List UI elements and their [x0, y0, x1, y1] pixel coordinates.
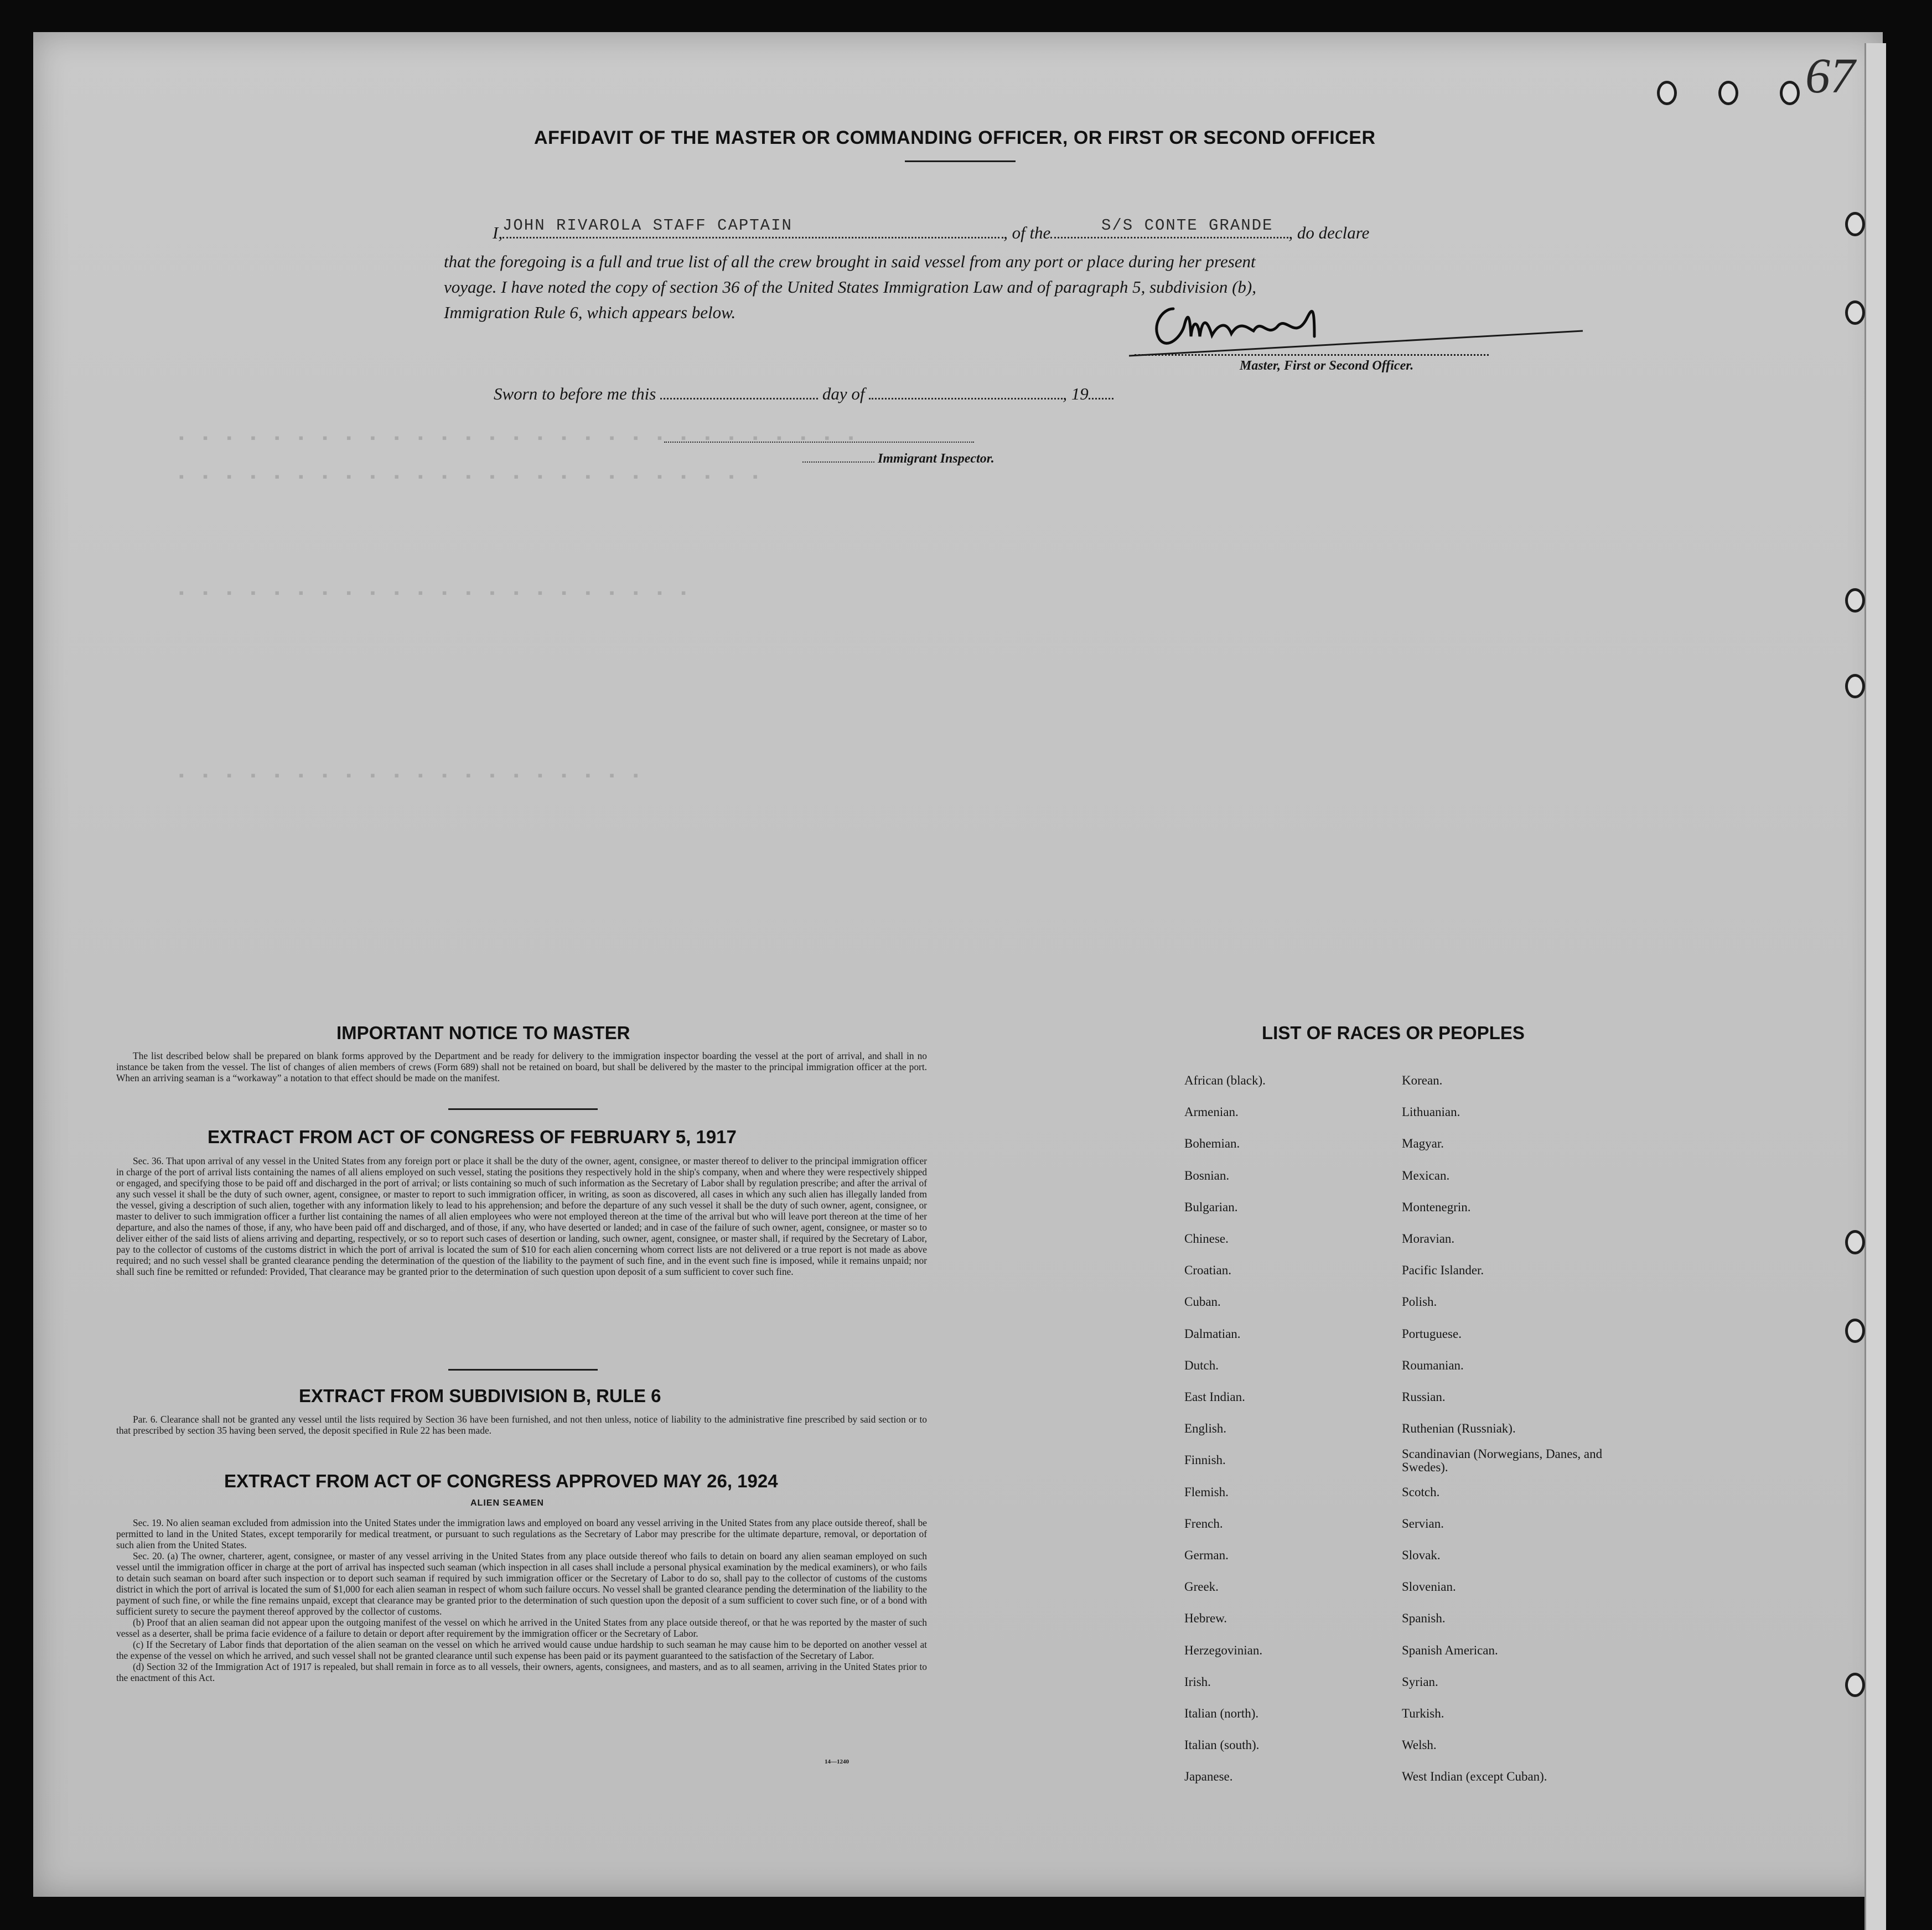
- race-item: Herzegovinian.: [1184, 1643, 1263, 1657]
- race-item: Greek.: [1184, 1580, 1219, 1594]
- race-item: Dutch.: [1184, 1358, 1219, 1372]
- race-item: Moravian.: [1402, 1232, 1455, 1246]
- race-item: Scotch.: [1402, 1485, 1440, 1499]
- race-item: Japanese.: [1184, 1770, 1233, 1784]
- vessel-name-field[interactable]: [1050, 237, 1288, 238]
- race-item: Armenian.: [1184, 1105, 1239, 1119]
- affidavit-suffix: , do declare: [1288, 223, 1370, 242]
- punch-hole-icon: [1845, 300, 1865, 325]
- race-item: Turkish.: [1402, 1706, 1444, 1720]
- rule6-text: [116, 1414, 927, 1436]
- corner-mark: 67: [1805, 49, 1855, 103]
- race-item: Slovak.: [1402, 1548, 1441, 1562]
- race-item: Spanish.: [1402, 1611, 1446, 1626]
- divider: [905, 160, 1016, 162]
- form-number: 14—1240: [825, 1758, 849, 1765]
- affidavit-mid: , of the: [1003, 223, 1051, 242]
- race-item: East Indian.: [1184, 1390, 1245, 1404]
- bleed-through-texture: ▪ ▪ ▪ ▪ ▪ ▪ ▪ ▪ ▪ ▪ ▪ ▪ ▪ ▪ ▪ ▪ ▪ ▪ ▪ ▪ ▪ ▪ ▪ ▪ ▪ ▪ ▪ ▪ ▪: [177, 430, 859, 447]
- race-item: Croatian.: [1184, 1263, 1231, 1278]
- signature-image: [1129, 287, 1599, 364]
- race-item: Russian.: [1402, 1390, 1446, 1404]
- punch-hole-icon: [1845, 212, 1865, 236]
- race-item: Slovenian.: [1402, 1580, 1456, 1594]
- sworn-prefix: Sworn to before me this: [494, 384, 656, 403]
- race-item: Servian.: [1402, 1516, 1444, 1530]
- race-item: Syrian.: [1402, 1674, 1438, 1689]
- punch-hole-icon: [1845, 588, 1865, 613]
- race-item: Ruthenian (Russniak).: [1402, 1421, 1516, 1436]
- punch-hole-icon: [1780, 81, 1800, 105]
- rule6-heading: EXTRACT FROM SUBDIVISION B, RULE 6: [299, 1386, 661, 1406]
- affidavit-line-4: Immigration Rule 6, which appears below.: [444, 303, 736, 322]
- race-item: Bohemian.: [1184, 1137, 1240, 1151]
- race-item: Magyar.: [1402, 1137, 1444, 1151]
- punch-hole-icon: [1845, 674, 1865, 698]
- sworn-line: [494, 384, 1113, 404]
- race-item: Mexican.: [1402, 1168, 1450, 1182]
- act1924-text: [116, 1517, 927, 1683]
- signature-caption: Master, First or Second Officer.: [1240, 359, 1414, 373]
- act1917-heading: EXTRACT FROM ACT OF CONGRESS OF FEBRUARY 5, 1917: [208, 1127, 737, 1147]
- race-item: Hebrew.: [1184, 1611, 1227, 1626]
- race-item: West Indian (except Cuban).: [1402, 1770, 1547, 1784]
- notice-text: [116, 1050, 927, 1083]
- race-item: Finnish.: [1184, 1453, 1226, 1467]
- punch-hole-icon: [1718, 81, 1738, 105]
- race-item: Flemish.: [1184, 1485, 1229, 1499]
- affidavit-heading: AFFIDAVIT OF THE MASTER OR COMMANDING OFFICER, OR FIRST OR SECOND OFFICER: [534, 127, 1376, 148]
- notice-heading: IMPORTANT NOTICE TO MASTER: [336, 1023, 630, 1043]
- act1924-heading: EXTRACT FROM ACT OF CONGRESS APPROVED MAY 26, 1924: [224, 1471, 778, 1491]
- bleed-through-texture: ▪ ▪ ▪ ▪ ▪ ▪ ▪ ▪ ▪ ▪ ▪ ▪ ▪ ▪ ▪ ▪ ▪ ▪ ▪ ▪ ▪ ▪: [177, 585, 691, 602]
- race-item: Dalmatian.: [1184, 1326, 1241, 1341]
- sworn-year-label: , 19: [1063, 384, 1089, 403]
- race-item: Bulgarian.: [1184, 1200, 1238, 1214]
- act1917-paragraph: Sec. 36. That upon arrival of any vessel in the United States from any foreign port or place it shall be the duty of the owner, agent, consignee, or master thereof to deliver to the principal immigration officer in charge of the port of arrival lists containing the names of all aliens employed on such vessel, stating the positions they respectively hold in the ship's company, when and where they were respectively shipped or engaged, and specifying those to be paid off and discharged in the port of arrival; or lists containing so much of such information as the Secretary of Labor shall by regulation prescribe; and after the arrival of any such vessel it shall be the duty of such owner, agent, consignee, or master to report to such immigration officer, in writing, as soon as discovered, all cases in which any such alien has illegally landed from the vessel, giving a description of such alien, together with any information likely to lead to his apprehension; and before the departure of any such vessel it shall be the duty of such owner, agent, consignee, or master to deliver to such immigration officer a further list containing the names of all alien employees who were not employed thereon at the time of the arrival but who will leave port thereon at the time of her departure, and also the names of those, if any, who have been paid off and discharged, and of those, if any, who have deserted or landed; and in case of the failure of such owner, agent, consignee, or master so to deliver either of the said lists of aliens arriving and departing, respectively, or so to report such cases of desertion or landing, such owner, agent, consignee, or master shall, if required by the Secretary of Labor, pay to the collector of customs of the customs district in which the port of arrival is located the sum of $10 for each alien concerning whom correct lists are not delivered or a true report is not made as above required; and no such vessel shall be granted clearance pending the determination of the question of the liability to the payment of such fine, and in the event such fine is imposed, while it remains unpaid; nor shall such fine be remitted or refunded: Provided, That clearance may be granted prior to the determination of such question upon deposit of a sum sufficient to cover such fine.: [116, 1155, 927, 1277]
- inspector-caption-text: Immigrant Inspector.: [878, 452, 995, 466]
- race-item: English.: [1184, 1421, 1227, 1436]
- divider: [448, 1369, 598, 1371]
- race-item: Scandinavian (Norwegians, Danes, and Swedes).: [1402, 1447, 1603, 1475]
- master-name-value: JOHN RIVAROLA STAFF CAPTAIN: [503, 216, 793, 235]
- affidavit-line-3: voyage. I have noted the copy of section 36 of the United States Immigration Law and of paragraph 5, subdivision (b),: [444, 277, 1256, 297]
- bleed-through-texture: ▪ ▪ ▪ ▪ ▪ ▪ ▪ ▪ ▪ ▪ ▪ ▪ ▪ ▪ ▪ ▪ ▪ ▪ ▪ ▪ ▪ ▪ ▪ ▪ ▪: [177, 469, 763, 486]
- punch-hole-icon: [1845, 1673, 1865, 1697]
- race-item: Spanish American.: [1402, 1643, 1498, 1657]
- race-item: Cuban.: [1184, 1295, 1221, 1309]
- act1924-paragraph: (b) Proof that an alien seaman did not appear upon the outgoing manifest of the vessel on which he arrived in the United States from any place outside thereof, or that he was reported by the master of such vessel as a deserter, shall be prima facie evidence of a failure to detain or deport after requirement by the immigration officer or the Secretary of Labor.: [116, 1617, 927, 1639]
- master-name-field[interactable]: [503, 237, 1003, 238]
- document-sheet: [33, 32, 1883, 1897]
- act1924-subheading: ALIEN SEAMEN: [470, 1498, 544, 1508]
- inspector-caption: [802, 452, 995, 466]
- inspector-signature-line[interactable]: [664, 442, 974, 443]
- race-item: African (black).: [1184, 1073, 1266, 1087]
- race-item: Roumanian.: [1402, 1358, 1464, 1372]
- race-item: Irish.: [1184, 1674, 1211, 1689]
- act1924-paragraph: (d) Section 32 of the Immigration Act of 1917 is repealed, but shall remain in force as to all vessels, their owners, agents, consignees, and masters, and as to all seamen, arriving in the United States prior to the enactment of this Act.: [116, 1661, 927, 1683]
- race-item: Montenegrin.: [1402, 1200, 1471, 1214]
- punch-hole-icon: [1845, 1319, 1865, 1343]
- notice-paragraph: The list described below shall be prepared on blank forms approved by the Department and be ready for delivery to the immigration inspector boarding the vessel at the port of arrival, and shall in no instance be taken from the vessel. The list of changes of alien members of crews (Form 689) shall not be retained on board, but shall be delivered by the master to the principal immigration officer at the port. When an arriving seaman is a “workaway” a notation to that effect should be made on the manifest.: [116, 1050, 927, 1083]
- race-item: French.: [1184, 1516, 1223, 1530]
- race-item: German.: [1184, 1548, 1229, 1562]
- affidavit-line-2: that the foregoing is a full and true list of all the crew brought in said vessel from any port or place during her present: [444, 252, 1256, 271]
- rule6-paragraph: Par. 6. Clearance shall not be granted any vessel until the lists required by Section 36 have been furnished, and not then unless, notice of liability to the administrative fine prescribed by said section or to that prescribed by section 35 having been served, the deposit specified in Rule 22 has been made.: [116, 1414, 927, 1436]
- race-item: Korean.: [1402, 1073, 1443, 1087]
- bleed-through-texture: ▪ ▪ ▪ ▪ ▪ ▪ ▪ ▪ ▪ ▪ ▪ ▪ ▪ ▪ ▪ ▪ ▪ ▪ ▪ ▪: [177, 768, 644, 785]
- affidavit-prefix: I,: [493, 223, 503, 242]
- act1917-text: [116, 1155, 927, 1277]
- race-item: Italian (south).: [1184, 1738, 1260, 1752]
- race-item: Pacific Islander.: [1402, 1263, 1484, 1278]
- signature-line: [1135, 354, 1489, 356]
- punch-hole-icon: [1845, 1230, 1865, 1254]
- sworn-day-field[interactable]: [660, 398, 818, 400]
- divider: [448, 1108, 598, 1110]
- punch-holes-top: [1657, 81, 1800, 105]
- race-item: Bosnian.: [1184, 1168, 1230, 1182]
- sworn-month-field[interactable]: [869, 398, 1063, 400]
- dotted-leader: [802, 461, 874, 463]
- race-item: Polish.: [1402, 1295, 1437, 1309]
- act1924-paragraph: Sec. 20. (a) The owner, charterer, agent, consignee, or master of any vessel arriving in the United States from any place outside thereof who fails to detain on board any alien seaman employed on such vessel until the immigration officer in charge at the port of arrival has inspected such seaman (which inspection in all cases shall include a personal physical examination by the medical examiners), or who fails to detain such seaman on board after such inspection or to deport such seaman if required by such immigration officer or the Secretary of Labor to do so, shall pay to the collector of customs of the customs district in which the port of arrival is located the sum of $1,000 for each alien seaman in respect of whom such failure occurs. No vessel shall be granted clearance pending the determination of the liability to the payment of such fine, or while the fine remains unpaid, except that clearance may be granted prior to the determination of such question upon the deposit of a sum sufficient to cover such fine, or of a bond with sufficient surety to secure the payment thereof approved by the collector of customs.: [116, 1550, 927, 1617]
- act1924-paragraph: Sec. 19. No alien seaman excluded from admission into the United States under the immigration laws and employed on board any vessel arriving in the United States from any place outside thereof, shall be permitted to land in the United States, except temporarily for medical treatment, or pursuant to such regulations as the Secretary of Labor may prescribe for the ultimate departure, removal, or deportation of such alien from the United States.: [116, 1517, 927, 1550]
- race-item: Chinese.: [1184, 1232, 1229, 1246]
- punch-hole-icon: [1657, 81, 1677, 105]
- race-item: Italian (north).: [1184, 1706, 1259, 1720]
- vessel-name-value: S/S CONTE GRANDE: [1101, 216, 1273, 235]
- act1924-paragraph: (c) If the Secretary of Labor finds that deportation of the alien seaman on the vessel on which he arrived would cause undue hardship to such seaman he may cause him to be deported on another vessel at the expense of the vessel on which he arrived, and such vessel shall not be granted clearance until such expense has been paid or its payment guaranteed to the satisfaction of the Secretary of Labor.: [116, 1639, 927, 1661]
- page-edge: [1864, 43, 1886, 1930]
- races-heading: LIST OF RACES OR PEOPLES: [1262, 1023, 1525, 1043]
- sworn-day-label: day of: [822, 384, 865, 403]
- race-item: Welsh.: [1402, 1738, 1437, 1752]
- race-item: Portuguese.: [1402, 1326, 1462, 1341]
- race-item: Lithuanian.: [1402, 1105, 1460, 1119]
- sworn-year-field[interactable]: [1089, 398, 1113, 400]
